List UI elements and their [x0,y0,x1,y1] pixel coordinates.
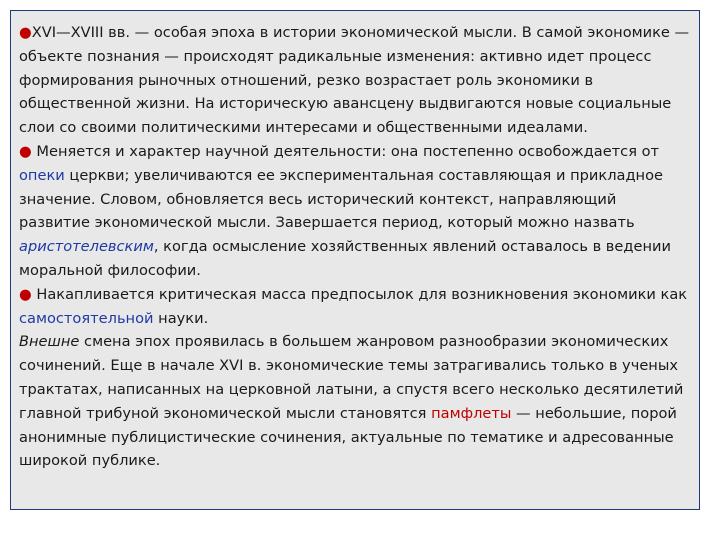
paragraph-2-text-mid: церкви; увеличиваются ее экспериментальная составляющая и прикладное значение. Словом, обновляется весь исторический контекст, направляющий развитие экономической мысли. Завершается период, который можно назвать [19,166,664,232]
paragraph-4-lead: Внешне [19,333,80,351]
bullet-icon: ● [19,142,32,160]
text-box [10,10,700,510]
paragraph-3-text-after: науки. [153,309,209,327]
paragraph-2 [19,140,691,283]
bullet-icon: ● [19,24,32,41]
bullet-icon: ● [19,285,32,303]
paragraph-2-text-after: , когда осмысление хозяйственных явлений оставалось в ведении моральной философии. [19,238,671,279]
keyword-pamphlets: памфлеты [431,404,512,422]
paragraph-2-text-before: Меняется и характер научной деятельности: она постепенно освобождается от [31,142,660,160]
paragraph-1 [19,21,691,140]
keyword-aristotelian: аристотелевским [19,238,154,256]
paragraph-4-text-after: — небольшие, порой анонимные публицистические сочинения, актуальные по тематике и адресованные широкой публике. [19,404,677,470]
paragraph-3 [19,283,691,331]
paragraph-4-text-before: смена эпох проявилась в большем жанровом разнообразии экономических сочинений. Еще в начале XVI в. экономические темы затрагивались только в ученых трактатах, написанных на церковной латыни, а спустя всего несколько десятилетий главной трибуной экономической мысли становятся [19,333,684,422]
keyword-opeki: опеки [19,166,65,184]
era-label: XVI—XVIII вв. [31,24,130,41]
paragraph-4 [19,330,691,473]
paragraph-3-text-before: Накапливается критическая масса предпосылок для возникновения экономики как [31,285,688,303]
keyword-independent: самостоятельной [19,309,154,327]
paragraph-1-text: — особая эпоха в истории экономической мысли. В самой экономике — объекте познания — происходят радикальные изменения: активно идет процесс формирования рыночных отношений, резко возрастает роль экономики в общественной жизни. На историческую авансцену выдвигаются новые социальные слои со своими политическими интересами и общественными идеалами. [19,24,690,137]
